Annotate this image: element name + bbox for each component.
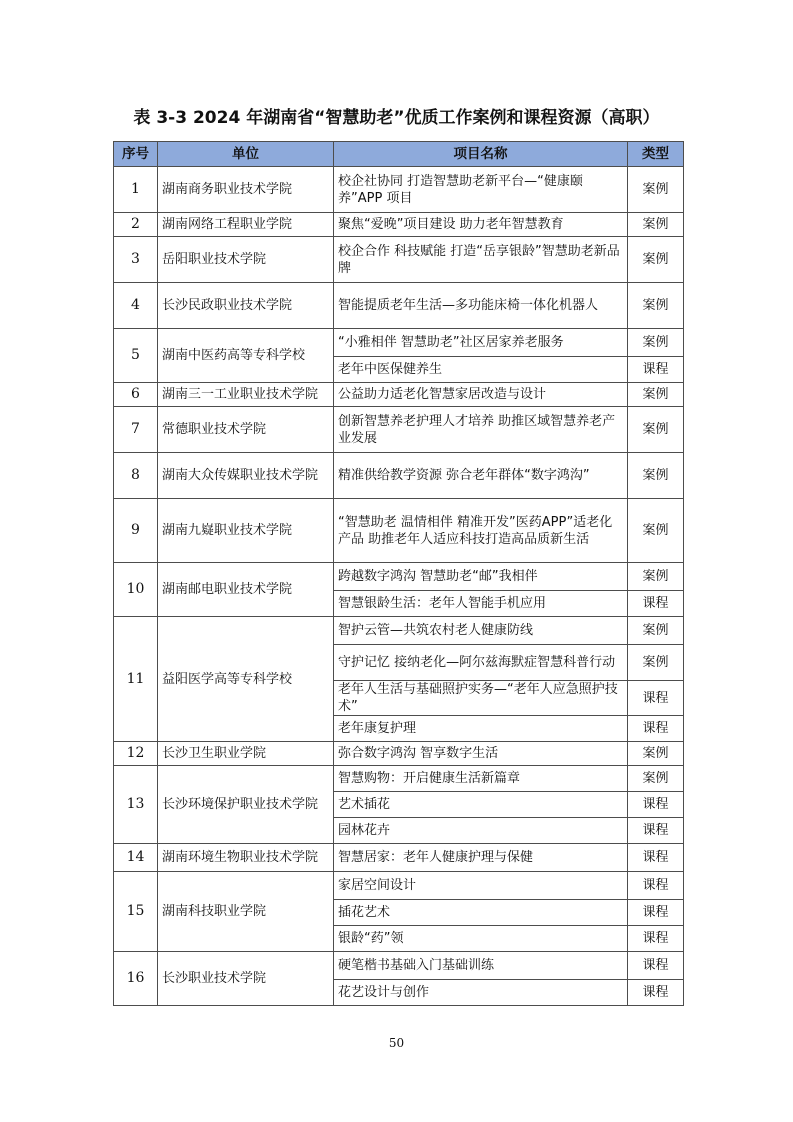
- cell-type: 案例: [628, 329, 684, 357]
- cell-unit: 长沙民政职业技术学院: [158, 283, 334, 329]
- cell-project-name: 花艺设计与创作: [334, 980, 628, 1006]
- cell-no: 5: [114, 329, 158, 383]
- cell-type: 课程: [628, 900, 684, 926]
- page-number: 50: [388, 1036, 405, 1050]
- table-row: [114, 742, 684, 766]
- cell-unit: 长沙卫生职业学院: [158, 742, 334, 766]
- cell-type: 案例: [628, 563, 684, 591]
- cell-type: 课程: [628, 792, 684, 818]
- cell-project-name: 跨越数字鸿沟 智慧助老“邮”我相伴: [334, 563, 628, 591]
- cell-type: 案例: [628, 766, 684, 792]
- cell-type: 课程: [628, 844, 684, 872]
- table-row: [114, 617, 684, 645]
- cell-type: 案例: [628, 167, 684, 213]
- cell-type: 课程: [628, 872, 684, 900]
- table-row: [114, 167, 684, 213]
- cell-type: 案例: [628, 499, 684, 563]
- cell-type: 课程: [628, 952, 684, 980]
- cell-type: 案例: [628, 645, 684, 681]
- cell-type: 课程: [628, 926, 684, 952]
- table-row: [114, 499, 684, 563]
- cell-unit: 长沙职业技术学院: [158, 952, 334, 1006]
- table-row: [114, 407, 684, 453]
- cell-no: 11: [114, 617, 158, 742]
- cell-type: 案例: [628, 617, 684, 645]
- cell-unit: 湖南邮电职业技术学院: [158, 563, 334, 617]
- cell-project-name: 家居空间设计: [334, 872, 628, 900]
- cell-no: 16: [114, 952, 158, 1006]
- cell-type: 案例: [628, 237, 684, 283]
- cell-unit: 湖南大众传媒职业技术学院: [158, 453, 334, 499]
- table-body: [114, 167, 684, 1006]
- cases-table: [113, 141, 684, 1006]
- cell-no: 15: [114, 872, 158, 952]
- cell-project-name: “小雅相伴 智慧助老”社区居家养老服务: [334, 329, 628, 357]
- cell-project-name: “智慧助老 温情相伴 精准开发”医药APP”适老化产品 助推老年人适应科技打造高品质新生活: [334, 499, 628, 563]
- cell-type: 案例: [628, 742, 684, 766]
- cell-no: 10: [114, 563, 158, 617]
- table-row: [114, 952, 684, 980]
- cell-type: 课程: [628, 591, 684, 617]
- cell-project-name: 校企合作 科技赋能 打造“岳享银龄”智慧助老新品牌: [334, 237, 628, 283]
- table-row: [114, 383, 684, 407]
- cell-project-name: 银龄“药”领: [334, 926, 628, 952]
- cell-project-name: 老年人生活与基础照护实务—“老年人应急照护技术”: [334, 681, 628, 716]
- table-title: 表 3-3 2024 年湖南省“智慧助老”优质工作案例和课程资源（高职）: [133, 108, 660, 128]
- cell-project-name: 创新智慧养老护理人才培养 助推区域智慧养老产业发展: [334, 407, 628, 453]
- cell-project-name: 智护云管—共筑农村老人健康防线: [334, 617, 628, 645]
- cell-project-name: 弥合数字鸿沟 智享数字生活: [334, 742, 628, 766]
- cell-no: 6: [114, 383, 158, 407]
- header-project: 项目名称: [334, 142, 628, 167]
- cell-unit: 长沙环境保护职业技术学院: [158, 766, 334, 844]
- cell-type: 课程: [628, 980, 684, 1006]
- cell-project-name: 老年中医保健养生: [334, 357, 628, 383]
- table-row: [114, 872, 684, 900]
- table-header: [114, 142, 684, 167]
- cell-project-name: 公益助力适老化智慧家居改造与设计: [334, 383, 628, 407]
- table-row: [114, 453, 684, 499]
- cell-unit: 湖南中医药高等专科学校: [158, 329, 334, 383]
- cell-project-name: 守护记忆 接纳老化—阿尔兹海默症智慧科普行动: [334, 645, 628, 681]
- cell-project-name: 智慧银龄生活：老年人智能手机应用: [334, 591, 628, 617]
- cell-project-name: 智慧居家：老年人健康护理与保健: [334, 844, 628, 872]
- cell-project-name: 艺术插花: [334, 792, 628, 818]
- cell-no: 8: [114, 453, 158, 499]
- cell-type: 案例: [628, 213, 684, 237]
- cell-project-name: 校企社协同 打造智慧助老新平台—“健康颐养”APP 项目: [334, 167, 628, 213]
- cell-unit: 湖南科技职业学院: [158, 872, 334, 952]
- cell-project-name: 智能提质老年生活—多功能床椅一体化机器人: [334, 283, 628, 329]
- cell-no: 1: [114, 167, 158, 213]
- cell-type: 案例: [628, 407, 684, 453]
- header-no: 序号: [114, 142, 158, 167]
- cell-project-name: 园林花卉: [334, 818, 628, 844]
- cell-no: 13: [114, 766, 158, 844]
- cell-no: 7: [114, 407, 158, 453]
- cell-unit: 益阳医学高等专科学校: [158, 617, 334, 742]
- cell-type: 案例: [628, 283, 684, 329]
- cell-no: 12: [114, 742, 158, 766]
- cell-no: 9: [114, 499, 158, 563]
- table-row: [114, 213, 684, 237]
- cell-no: 3: [114, 237, 158, 283]
- cell-project-name: 老年康复护理: [334, 716, 628, 742]
- cell-no: 4: [114, 283, 158, 329]
- cell-type: 案例: [628, 383, 684, 407]
- table-row: [114, 766, 684, 792]
- cell-type: 课程: [628, 818, 684, 844]
- cell-unit: 湖南三一工业职业技术学院: [158, 383, 334, 407]
- table-row: [114, 283, 684, 329]
- cell-type: 案例: [628, 453, 684, 499]
- cell-no: 2: [114, 213, 158, 237]
- header-unit: 单位: [158, 142, 334, 167]
- table-row: [114, 237, 684, 283]
- table-row: [114, 563, 684, 591]
- cell-project-name: 聚焦“爱晚”项目建设 助力老年智慧教育: [334, 213, 628, 237]
- cell-no: 14: [114, 844, 158, 872]
- cell-project-name: 插花艺术: [334, 900, 628, 926]
- cell-unit: 湖南九嶷职业技术学院: [158, 499, 334, 563]
- cell-unit: 湖南网络工程职业学院: [158, 213, 334, 237]
- table-row: [114, 329, 684, 357]
- cell-type: 课程: [628, 681, 684, 716]
- cell-unit: 岳阳职业技术学院: [158, 237, 334, 283]
- cell-unit: 湖南环境生物职业技术学院: [158, 844, 334, 872]
- cell-project-name: 硬笔楷书基础入门基础训练: [334, 952, 628, 980]
- cell-type: 课程: [628, 716, 684, 742]
- cell-project-name: 精准供给教学资源 弥合老年群体“数字鸿沟”: [334, 453, 628, 499]
- cell-project-name: 智慧购物：开启健康生活新篇章: [334, 766, 628, 792]
- header-type: 类型: [628, 142, 684, 167]
- cell-type: 课程: [628, 357, 684, 383]
- cell-unit: 常德职业技术学院: [158, 407, 334, 453]
- cell-unit: 湖南商务职业技术学院: [158, 167, 334, 213]
- table-row: [114, 844, 684, 872]
